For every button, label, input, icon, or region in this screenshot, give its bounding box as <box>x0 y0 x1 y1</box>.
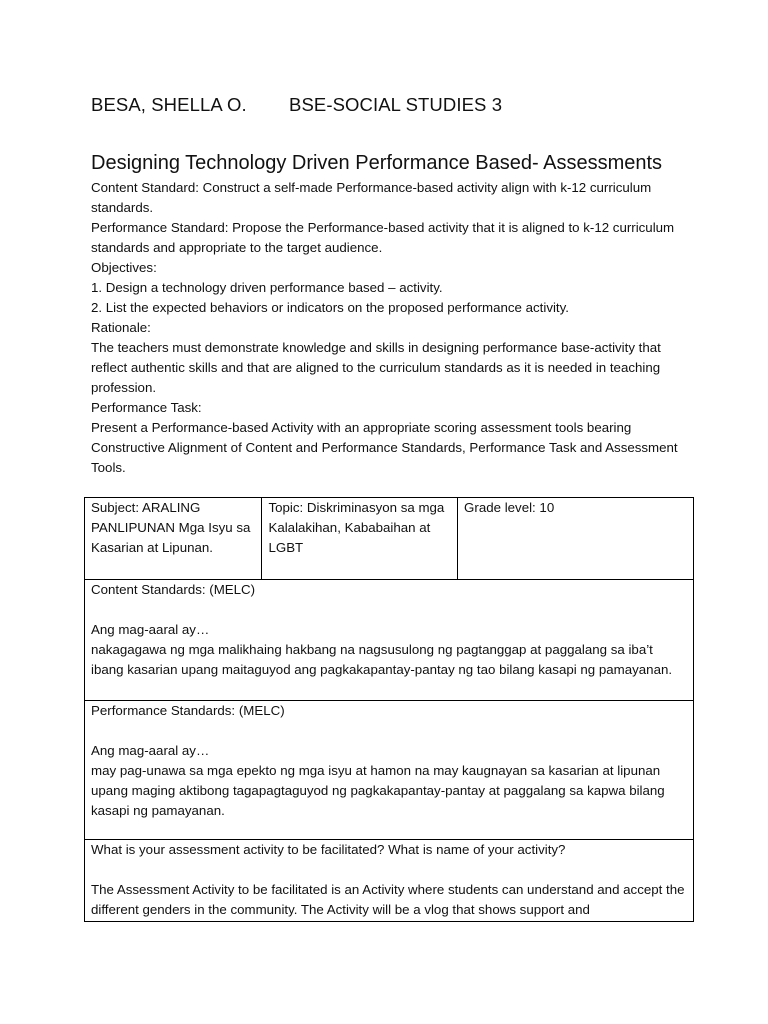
grade-cell: Grade level: 10 <box>458 498 694 580</box>
header-line <box>91 94 503 116</box>
performance-task-label: Performance Task: <box>91 400 202 415</box>
document-title: Designing Technology Driven Performance Based- Assessments <box>91 152 663 174</box>
spacer <box>91 721 687 741</box>
performance-standards-intro: Ang mag-aaral ay… <box>91 743 210 758</box>
performance-standards-cell <box>85 701 694 840</box>
student-name: BESA, SHELLA O. <box>91 94 247 115</box>
objective-2: 2. List the expected behaviors or indicators on the proposed performance activity. <box>91 300 569 315</box>
body-text <box>91 178 691 478</box>
content-standards-label: Content Standards: (MELC) <box>91 582 256 597</box>
content-standards-text: nakagagawa ng mga malikhaing hakbang na nagsusulong ng pagtanggap at paggalang sa iba’t ibang kasarian upang maitaguyod ang pagkakapantay-pantay ng tao bilang kasapi ng pamayanan. <box>91 642 673 677</box>
table-row-assessment <box>85 840 694 922</box>
content-standard: Content Standard: Construct a self-made Performance-based activity align with k-12 curriculum standards. <box>91 180 652 215</box>
rationale-label: Rationale: <box>91 320 151 335</box>
table-row-content-standards <box>85 580 694 701</box>
rationale-text: The teachers must demonstrate knowledge and skills in designing performance base-activity that reflect authentic skills and that are aligned to the curriculum standards as it is needed in teaching profession. <box>91 340 661 395</box>
table-row-performance-standards <box>85 701 694 840</box>
spacer <box>91 600 687 620</box>
course-label: BSE-SOCIAL STUDIES 3 <box>289 94 503 115</box>
assessment-answer: The Assessment Activity to be facilitated is an Activity where students can understand and accept the different genders in the community. The Activity will be a vlog that shows support and <box>91 882 685 917</box>
performance-standards-text: may pag-unawa sa mga epekto ng mga isyu at hamon na may kaugnayan sa kasarian at lipunan upang maging aktibong tagapagtaguyod ng pagkakapantay-pantay at paggalang sa kapwa bilang kasapi ng pamayanan. <box>91 763 665 818</box>
subject-cell: Subject: ARALING PANLIPUNAN Mga Isyu sa Kasarian at Lipunan. <box>85 498 262 580</box>
performance-standard: Performance Standard: Propose the Performance-based activity that it is aligned to k-12 curriculum standards and appropriate to the target audience. <box>91 220 675 255</box>
performance-task-text: Present a Performance-based Activity with an appropriate scoring assessment tools bearing Constructive Alignment of Content and Performance Standards, Performance Task and Assessment Tools. <box>91 420 678 475</box>
table-row-header <box>85 498 694 580</box>
topic-cell: Topic: Diskriminasyon sa mga Kalalakihan, Kababaihan at LGBT <box>262 498 458 580</box>
content-standards-intro: Ang mag-aaral ay… <box>91 622 210 637</box>
objective-1: 1. Design a technology driven performance based – activity. <box>91 280 443 295</box>
assessment-cell <box>85 840 694 922</box>
lesson-table <box>84 497 694 922</box>
content-standards-cell <box>85 580 694 701</box>
assessment-question: What is your assessment activity to be facilitated? What is name of your activity? <box>91 842 566 857</box>
performance-standards-label: Performance Standards: (MELC) <box>91 703 285 718</box>
spacer <box>91 860 687 880</box>
objectives-label: Objectives: <box>91 260 157 275</box>
